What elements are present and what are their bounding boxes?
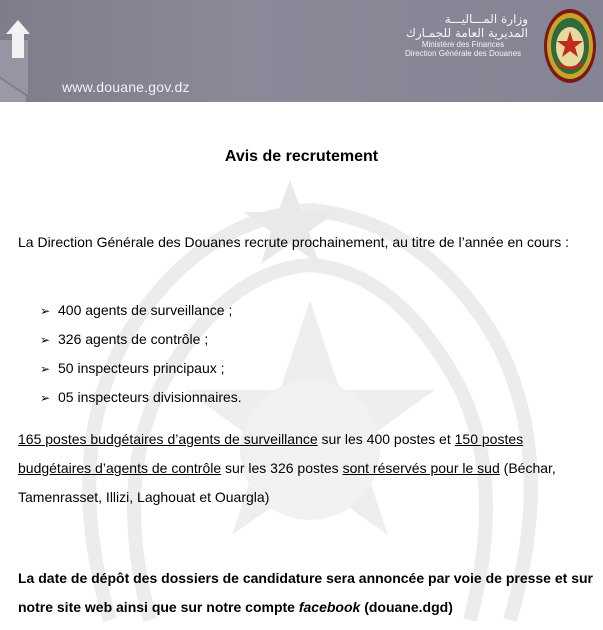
intro-paragraph: La Direction Générale des Douanes recrute prochainement, au titre de l’année en cours : — [18, 234, 569, 250]
direction-french: Direction Générale des Douanes — [404, 49, 522, 58]
list-item — [40, 354, 242, 383]
notice-text: La date de dépôt des dossiers de candidature sera annoncée par voie de presse et sur notre site web ainsi que sur notre compte — [18, 570, 593, 615]
direction-arabic: المديرية العامة للجمـارك — [405, 26, 528, 40]
facebook-handle-text: (douane.dgd) — [360, 599, 453, 615]
surveillance-posts-text: 165 postes budgétaires d’agents de surveillance — [18, 431, 318, 447]
list-item — [40, 325, 242, 354]
document-body — [0, 102, 603, 630]
arrow-bullet-icon: ➢ — [40, 391, 51, 405]
connector-text: sur les 326 postes — [221, 460, 343, 476]
ministry-block — [328, 12, 528, 58]
reserved-south-text: sont réservés pour le sud — [342, 460, 500, 476]
customs-emblem-icon — [542, 7, 598, 85]
application-notice-paragraph — [18, 564, 598, 622]
connector-text: sur les 400 postes et — [317, 431, 455, 447]
control-posts-text: 150 postes budgétaires d’agents de contrôle — [18, 431, 524, 476]
ministry-french: Ministère des Finances — [421, 40, 505, 49]
positions-list — [40, 296, 242, 412]
facebook-text: facebook — [298, 599, 361, 615]
wilayas-list-text: (Béchar, Tamenrasset, Illizi, Laghouat et Ouargla) — [18, 460, 556, 505]
arrow-bullet-icon: ➢ — [40, 362, 51, 376]
list-item — [40, 296, 242, 325]
arrow-bullet-icon: ➢ — [40, 333, 51, 347]
arrow-bullet-icon: ➢ — [40, 304, 51, 318]
header-banner — [0, 0, 603, 102]
website-url[interactable]: www.douane.gov.dz — [62, 79, 190, 95]
position-label: 50 inspecteurs principaux ; — [58, 360, 225, 376]
position-label: 400 agents de surveillance ; — [58, 302, 233, 318]
list-item — [40, 383, 242, 412]
ministry-arabic: وزارة المـــاليـــة — [444, 12, 528, 26]
arrow-logo-icon — [0, 0, 60, 102]
position-label: 326 agents de contrôle ; — [58, 331, 209, 347]
position-label: 05 inspecteurs divisionnaires. — [58, 389, 242, 405]
south-allocation-paragraph — [18, 425, 598, 512]
page-title: Avis de recrutement — [224, 148, 379, 165]
